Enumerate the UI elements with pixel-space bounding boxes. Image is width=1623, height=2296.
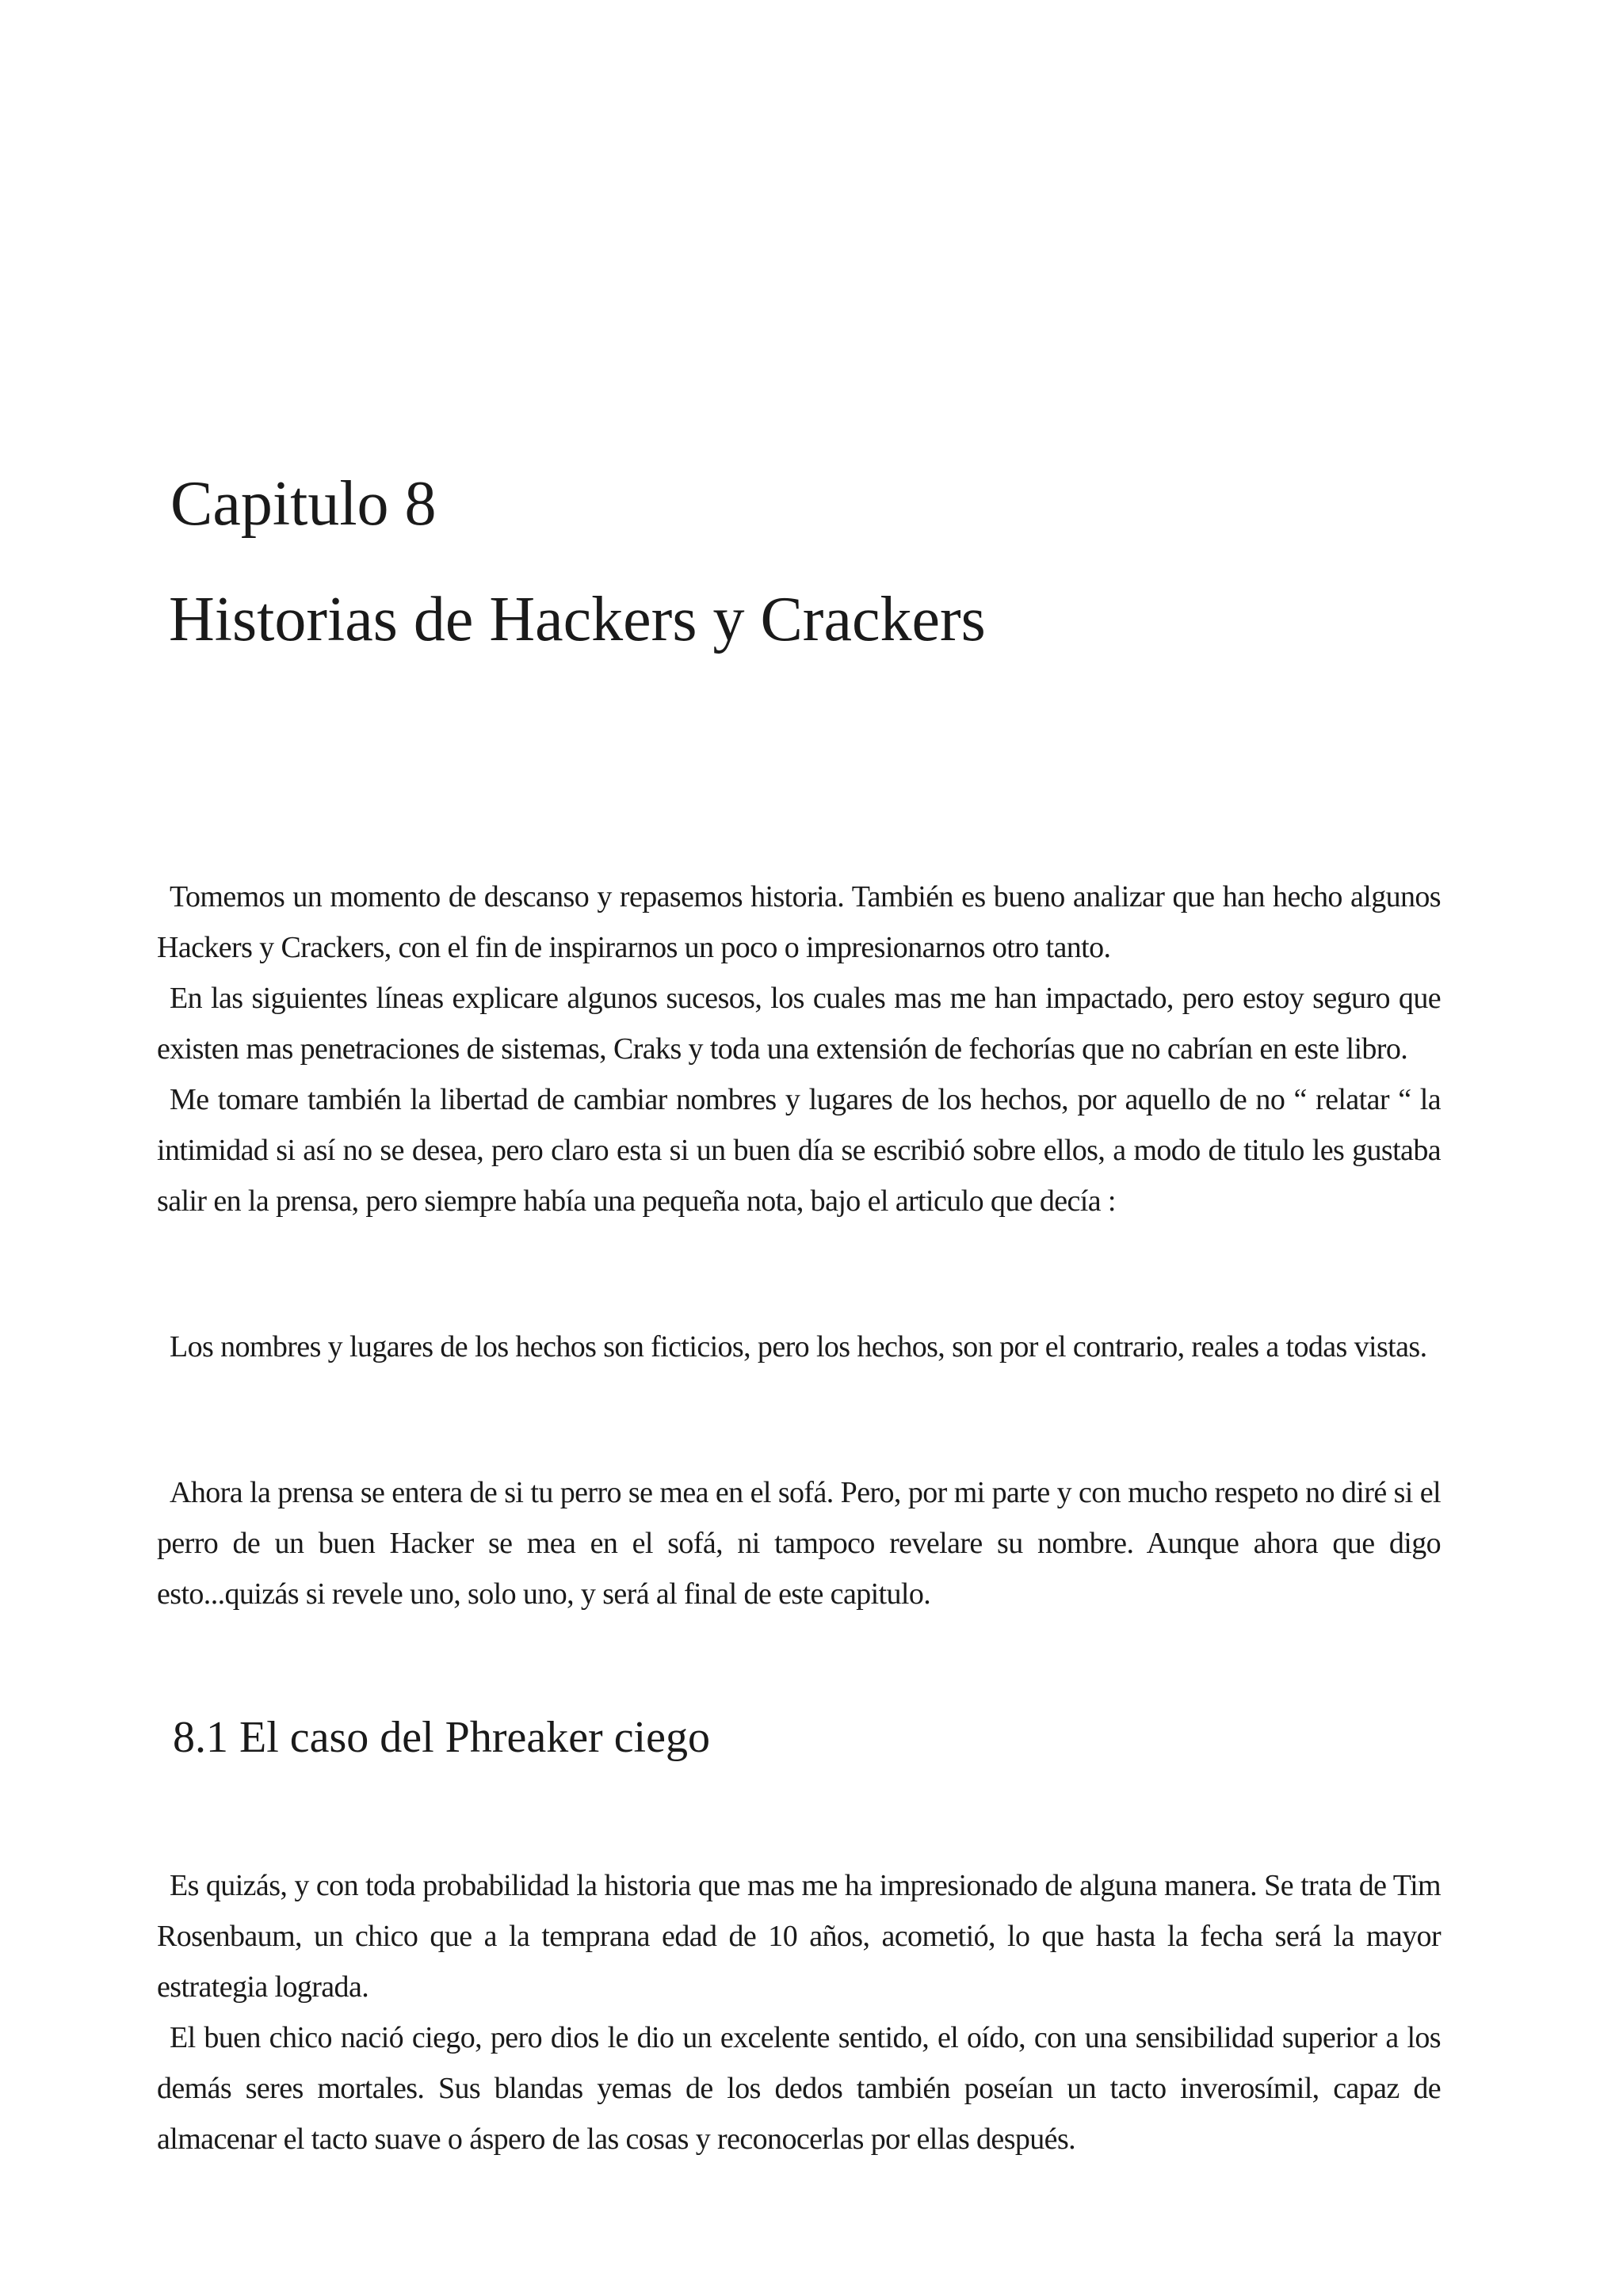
chapter-title: Historias de Hackers y Crackers	[169, 585, 986, 654]
chapter-number: Capitulo 8	[170, 469, 437, 539]
note-paragraph: Los nombres y lugares de los hechos son ficticios, pero los hechos, son por el contrario, reales a todas vistas.	[170, 1330, 1427, 1363]
intro-paragraph: Tomemos un momento de descanso y repasemos historia. También es bueno analizar que han hecho algunos Hackers y Crackers, con el fin de inspirarnos un poco o impresionarnos otro tanto.	[157, 880, 1441, 964]
section-paragraph: Es quizás, y con toda probabilidad la historia que mas me ha impresionado de alguna manera. Se trata de Tim Rosenbaum, un chico que a la temprana edad de 10 años, acometió, lo que hasta la fecha será la mayor estrategia lograda.	[157, 1869, 1441, 2004]
section-paragraph: El buen chico nació ciego, pero dios le dio un excelente sentido, el oído, con una sensibilidad superior a los demás seres mortales. Sus blandas yemas de los dedos también poseían un tacto inverosímil, capaz de almacenar el tacto suave o áspero de las cosas y reconocerlas por ellas después.	[157, 2021, 1441, 2156]
closing-text	[157, 1467, 1441, 1619]
intro-text	[157, 871, 1441, 1226]
closing-paragraph: Ahora la prensa se entera de si tu perro se mea en el sofá. Pero, por mi parte y con mucho respeto no diré si el perro de un buen Hacker se mea en el sofá, ni tampoco revelare su nombre. Aunque ahora que digo esto...quizás si revele uno, solo uno, y será al final de este capitulo.	[157, 1476, 1441, 1611]
intro-paragraph: En las siguientes líneas explicare algunos sucesos, los cuales mas me han impactado, pero estoy seguro que existen mas penetraciones de sistemas, Craks y toda una extensión de fechorías que no cabrían en este libro.	[157, 982, 1441, 1066]
intro-paragraph: Me tomare también la libertad de cambiar nombres y lugares de los hechos, por aquello de no “ relatar “ la intimidad si así no se desea, pero claro esta si un buen día se escribió sobre ellos, a modo de titulo les gustaba salir en la prensa, pero siempre había una pequeña nota, bajo el articulo que decía :	[157, 1083, 1441, 1218]
section-text	[157, 1860, 1441, 2164]
section-title: 8.1 El caso del Phreaker ciego	[173, 1713, 710, 1762]
disclaimer-note	[157, 1322, 1441, 1372]
